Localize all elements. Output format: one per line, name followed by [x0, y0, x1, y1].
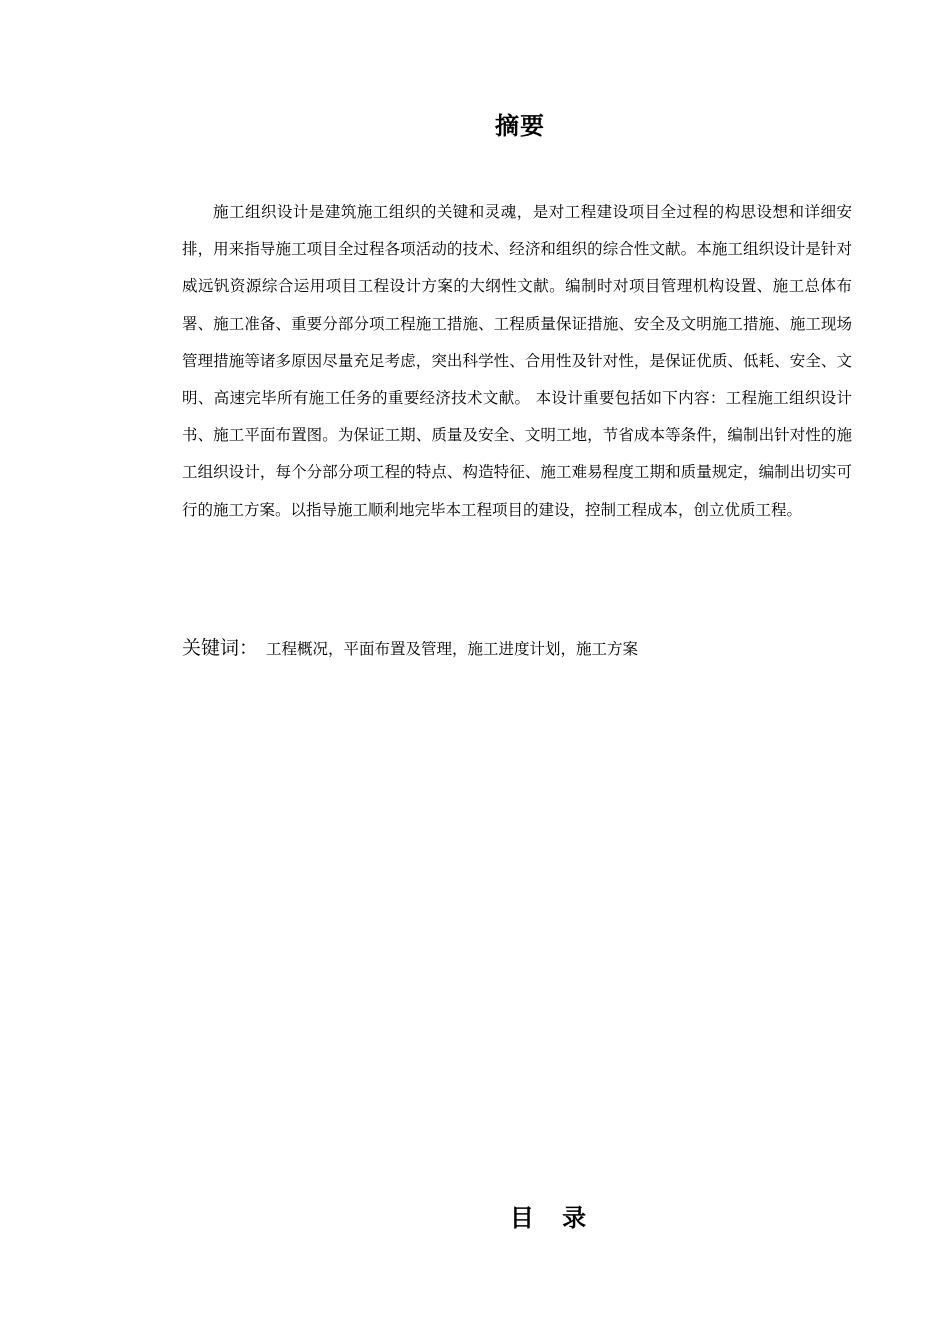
abstract-body: 施工组织设计是建筑施工组织的关键和灵魂，是对工程建设项目全过程的构思设想和详细安排，用来指导施工项目全过程各项活动的技术、经济和组织的综合性文献。本施工组织设计是针对威远钒资源综合运用项目工程设计方案的大纲性文献。编制时对项目管理机构设置、施工总体布署、施工准备、重要分部分项工程施工措施、工程质量保证措施、安全及文明施工措施、施工现场管理措施等诸多原因尽量充足考虑，突出科学性、合用性及针对性，是保证优质、低耗、安全、文明、高速完毕所有施工任务的重要经济技术文献。 本设计重要包括如下内容：工程施工组织设计书、施工平面布置图。为保证工期、质量及安全、文明工地，节省成本等条件，编制出针对性的施工组织设计，每个分部分项工程的特点、构造特征、施工难易程度工期和质量规定，编制出切实可行的施工方案。以指导施工顺利地完毕本工程项目的建设，控制工程成本，创立优质工程。 [182, 203, 852, 519]
keywords-label: 关键词： [182, 637, 259, 659]
keywords-text: 工程概况，平面布置及管理，施工进度计划，施工方案 [266, 640, 639, 658]
toc-title: 目 录 [509, 1204, 587, 1232]
keywords-line [182, 632, 852, 665]
abstract-title: 摘要 [495, 112, 545, 140]
